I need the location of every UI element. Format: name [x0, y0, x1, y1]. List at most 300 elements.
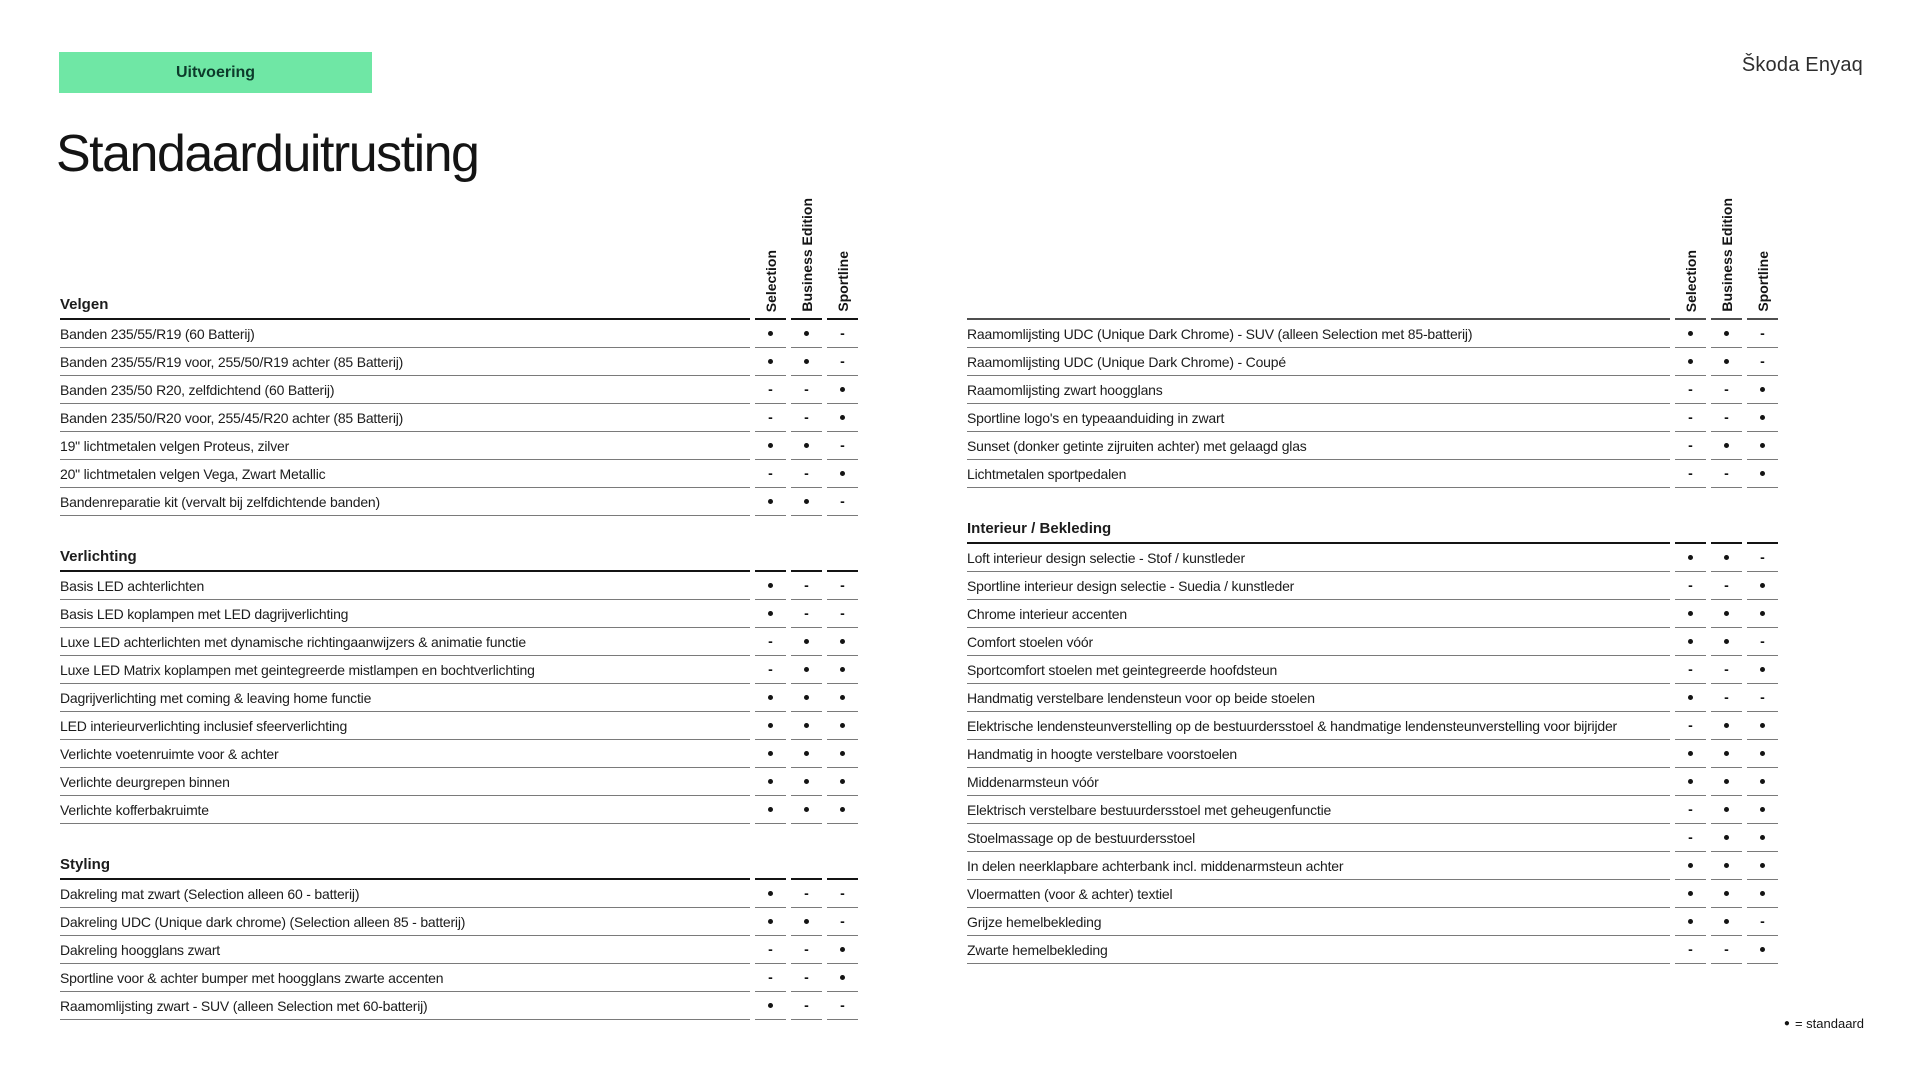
feature-label: Zwarte hemelbekleding	[967, 936, 1670, 964]
standard-dot-icon	[840, 415, 846, 421]
standard-dot-icon	[1724, 863, 1730, 869]
availability-cell	[1711, 404, 1742, 432]
availability-cell	[791, 572, 822, 600]
standard-dot-icon	[1760, 835, 1766, 841]
feature-label: LED interieurverlichting inclusief sfeerverlichting	[60, 712, 750, 740]
availability-cell	[1711, 712, 1742, 740]
not-standard-dash: -	[768, 660, 773, 677]
standard-dot-icon	[1760, 667, 1766, 673]
feature-label: Basis LED koplampen met LED dagrijverlichting	[60, 600, 750, 628]
not-standard-dash: -	[768, 408, 773, 425]
not-standard-dash: -	[1724, 464, 1729, 481]
availability-cell	[1711, 460, 1742, 488]
availability-cell	[827, 460, 858, 488]
availability-cell	[827, 600, 858, 628]
page-title: Standaarduitrusting	[56, 125, 479, 183]
availability-cell	[1747, 320, 1778, 348]
section-title: Verlichting	[60, 542, 750, 572]
availability-cell	[755, 992, 786, 1020]
availability-cell	[1711, 936, 1742, 964]
availability-cell	[791, 796, 822, 824]
availability-cell	[827, 684, 858, 712]
feature-row	[60, 460, 858, 488]
standard-dot-icon	[804, 359, 810, 365]
standard-dot-icon	[840, 695, 846, 701]
feature-label: Raamomlijsting zwart - SUV (alleen Selection met 60-batterij)	[60, 992, 750, 1020]
availability-cell	[755, 460, 786, 488]
feature-row	[967, 852, 1778, 880]
standard-dot-icon	[1760, 387, 1766, 393]
standard-dot-icon	[1724, 639, 1730, 645]
feature-row	[60, 740, 858, 768]
availability-cell	[1711, 880, 1742, 908]
standard-dot-icon	[768, 695, 774, 701]
not-standard-dash: -	[804, 604, 809, 621]
availability-cell	[755, 964, 786, 992]
availability-cell	[827, 628, 858, 656]
standard-dot-icon	[804, 695, 810, 701]
equipment-section	[967, 514, 1778, 964]
availability-cell	[791, 348, 822, 376]
availability-cell	[827, 740, 858, 768]
availability-cell	[1747, 936, 1778, 964]
availability-cell	[1747, 600, 1778, 628]
availability-cell	[1711, 852, 1742, 880]
not-standard-dash: -	[1724, 660, 1729, 677]
standard-dot-icon	[1760, 723, 1766, 729]
standard-dot-icon	[1760, 863, 1766, 869]
availability-cell	[791, 880, 822, 908]
feature-label: Grijze hemelbekleding	[967, 908, 1670, 936]
not-standard-dash: -	[840, 604, 845, 621]
standard-dot-icon	[1724, 331, 1730, 337]
feature-label: Basis LED achterlichten	[60, 572, 750, 600]
not-standard-dash: -	[1760, 548, 1765, 565]
standard-dot-icon	[804, 443, 810, 449]
feature-row	[967, 684, 1778, 712]
availability-cell	[827, 404, 858, 432]
equipment-table-right	[967, 290, 1778, 964]
availability-cell	[1747, 768, 1778, 796]
section-title: Styling	[60, 850, 750, 880]
standard-dot-icon	[1724, 779, 1730, 785]
section-header-row	[967, 290, 1778, 320]
not-standard-dash: -	[1724, 940, 1729, 957]
feature-label: Handmatig verstelbare lendensteun voor op beide stoelen	[967, 684, 1670, 712]
section-header-cell	[827, 850, 858, 880]
feature-label: In delen neerklapbare achterbank incl. middenarmsteun achter	[967, 852, 1670, 880]
equipment-section	[60, 542, 858, 824]
availability-cell	[755, 768, 786, 796]
not-standard-dash: -	[768, 464, 773, 481]
availability-cell	[1675, 936, 1706, 964]
feature-row	[60, 488, 858, 516]
availability-cell	[1711, 376, 1742, 404]
section-header-row	[60, 542, 858, 572]
feature-row	[967, 460, 1778, 488]
feature-row	[60, 768, 858, 796]
availability-cell	[827, 908, 858, 936]
section-header-cell	[1747, 290, 1778, 320]
column-header-label: Selection	[762, 249, 779, 312]
feature-label: Lichtmetalen sportpedalen	[967, 460, 1670, 488]
feature-row	[60, 320, 858, 348]
availability-cell	[1675, 656, 1706, 684]
availability-cell	[791, 432, 822, 460]
not-standard-dash: -	[1760, 632, 1765, 649]
availability-cell	[755, 572, 786, 600]
standard-dot-icon	[768, 807, 774, 813]
section-header-cell	[827, 542, 858, 572]
availability-cell	[755, 712, 786, 740]
feature-label: Dagrijverlichting met coming & leaving home functie	[60, 684, 750, 712]
not-standard-dash: -	[1688, 660, 1693, 677]
feature-row	[967, 544, 1778, 572]
availability-cell	[1675, 908, 1706, 936]
feature-row	[60, 908, 858, 936]
standard-dot-icon	[804, 331, 810, 337]
standard-dot-icon	[804, 499, 810, 505]
column-header-label: Business Edition	[1718, 198, 1735, 312]
availability-cell	[1747, 432, 1778, 460]
standard-dot-icon	[1724, 611, 1730, 617]
availability-cell	[827, 964, 858, 992]
availability-cell	[1675, 544, 1706, 572]
feature-label: Raamomlijsting UDC (Unique Dark Chrome) - Coupé	[967, 348, 1670, 376]
not-standard-dash: -	[804, 968, 809, 985]
availability-cell	[791, 936, 822, 964]
availability-cell	[755, 376, 786, 404]
availability-cell	[1711, 628, 1742, 656]
feature-row	[967, 712, 1778, 740]
standard-dot-icon	[804, 751, 810, 757]
availability-cell	[1675, 600, 1706, 628]
not-standard-dash: -	[1724, 688, 1729, 705]
feature-label: Loft interieur design selectie - Stof / kunstleder	[967, 544, 1670, 572]
availability-cell	[1675, 432, 1706, 460]
availability-cell	[755, 796, 786, 824]
availability-cell	[791, 320, 822, 348]
not-standard-dash: -	[1688, 464, 1693, 481]
availability-cell	[791, 768, 822, 796]
not-standard-dash: -	[1688, 576, 1693, 593]
availability-cell	[1711, 684, 1742, 712]
equipment-section	[967, 290, 1778, 488]
section-header-row	[60, 850, 858, 880]
availability-cell	[1675, 320, 1706, 348]
feature-label: Comfort stoelen vóór	[967, 628, 1670, 656]
standard-dot-icon	[1760, 611, 1766, 617]
standard-dot-icon	[1688, 863, 1694, 869]
availability-cell	[1711, 432, 1742, 460]
section-header-row	[60, 290, 858, 320]
feature-row	[60, 572, 858, 600]
feature-row	[967, 656, 1778, 684]
section-header-cell	[1675, 290, 1706, 320]
feature-label: Middenarmsteun vóór	[967, 768, 1670, 796]
standard-dot-icon	[1688, 555, 1694, 561]
availability-cell	[827, 656, 858, 684]
feature-row	[967, 740, 1778, 768]
availability-cell	[791, 460, 822, 488]
standard-dot-icon	[840, 639, 846, 645]
section-badge	[59, 52, 372, 93]
not-standard-dash: -	[840, 912, 845, 929]
feature-label: Sportcomfort stoelen met geintegreerde hoofdsteun	[967, 656, 1670, 684]
column-header-label: Business Edition	[798, 198, 815, 312]
standard-dot-icon	[768, 359, 774, 365]
availability-cell	[1675, 348, 1706, 376]
not-standard-dash: -	[804, 576, 809, 593]
standard-dot-icon	[1688, 359, 1694, 365]
feature-row	[60, 992, 858, 1020]
availability-cell	[755, 600, 786, 628]
section-header-cell	[1711, 514, 1742, 544]
section-header-cell	[1675, 514, 1706, 544]
availability-cell	[1675, 768, 1706, 796]
feature-row	[60, 404, 858, 432]
standard-dot-icon	[768, 331, 774, 337]
feature-row	[60, 376, 858, 404]
standard-dot-icon	[1724, 751, 1730, 757]
standard-dot-icon	[1688, 611, 1694, 617]
availability-cell	[755, 404, 786, 432]
feature-label: Raamomlijsting zwart hoogglans	[967, 376, 1670, 404]
availability-cell	[1747, 796, 1778, 824]
standard-dot-icon	[1724, 835, 1730, 841]
availability-cell	[755, 880, 786, 908]
feature-label: Verlichte voetenruimte voor & achter	[60, 740, 750, 768]
feature-row	[60, 348, 858, 376]
availability-cell	[1747, 740, 1778, 768]
standard-dot-icon	[840, 387, 846, 393]
availability-cell	[1747, 852, 1778, 880]
feature-label: Banden 235/50 R20, zelfdichtend (60 Batterij)	[60, 376, 750, 404]
legend	[1784, 1016, 1864, 1031]
standard-dot-icon	[768, 583, 774, 589]
feature-row	[967, 768, 1778, 796]
feature-row	[967, 376, 1778, 404]
availability-cell	[1711, 768, 1742, 796]
feature-row	[60, 432, 858, 460]
feature-label: Elektrische lendensteunverstelling op de bestuurdersstoel & handmatige lendensteunverstelling voor bijrijder	[967, 712, 1670, 740]
feature-row	[60, 656, 858, 684]
standard-dot-icon	[840, 807, 846, 813]
feature-label: Luxe LED Matrix koplampen met geintegreerde mistlampen en bochtverlichting	[60, 656, 750, 684]
standard-dot-icon	[768, 919, 774, 925]
feature-row	[60, 796, 858, 824]
availability-cell	[827, 880, 858, 908]
standard-dot-icon	[1760, 415, 1766, 421]
feature-label: Sportline interieur design selectie - Suedia / kunstleder	[967, 572, 1670, 600]
standard-dot-icon	[840, 751, 846, 757]
standard-dot-icon	[804, 807, 810, 813]
not-standard-dash: -	[768, 968, 773, 985]
availability-cell	[755, 684, 786, 712]
availability-cell	[755, 908, 786, 936]
feature-row	[967, 628, 1778, 656]
feature-row	[967, 404, 1778, 432]
availability-cell	[1675, 796, 1706, 824]
legend-text: = standaard	[1794, 1016, 1864, 1031]
standard-dot-icon	[768, 499, 774, 505]
feature-label: Dakreling mat zwart (Selection alleen 60 - batterij)	[60, 880, 750, 908]
standard-dot-icon	[768, 891, 774, 897]
not-standard-dash: -	[840, 436, 845, 453]
feature-label: Sportline voor & achter bumper met hoogglans zwarte accenten	[60, 964, 750, 992]
section-header-cell	[755, 850, 786, 880]
feature-row	[967, 936, 1778, 964]
availability-cell	[827, 320, 858, 348]
not-standard-dash: -	[1688, 408, 1693, 425]
not-standard-dash: -	[1760, 352, 1765, 369]
standard-dot-icon	[1760, 471, 1766, 477]
feature-row	[60, 628, 858, 656]
standard-dot-icon	[804, 779, 810, 785]
availability-cell	[1747, 880, 1778, 908]
availability-cell	[1747, 544, 1778, 572]
equipment-section	[60, 290, 858, 516]
section-header-cell	[791, 542, 822, 572]
feature-label: Luxe LED achterlichten met dynamische richtingaanwijzers & animatie functie	[60, 628, 750, 656]
section-header-cell	[755, 290, 786, 320]
standard-dot-icon	[1688, 751, 1694, 757]
feature-label: 20" lichtmetalen velgen Vega, Zwart Metallic	[60, 460, 750, 488]
feature-label: Sportline logo's en typeaanduiding in zwart	[967, 404, 1670, 432]
availability-cell	[1675, 852, 1706, 880]
feature-row	[967, 320, 1778, 348]
feature-label: Banden 235/55/R19 (60 Batterij)	[60, 320, 750, 348]
feature-label: Bandenreparatie kit (vervalt bij zelfdichtende banden)	[60, 488, 750, 516]
feature-label: Vloermatten (voor & achter) textiel	[967, 880, 1670, 908]
not-standard-dash: -	[804, 380, 809, 397]
standard-dot-icon	[1724, 443, 1730, 449]
availability-cell	[755, 348, 786, 376]
availability-cell	[1747, 572, 1778, 600]
standard-dot-icon	[1724, 555, 1730, 561]
not-standard-dash: -	[804, 940, 809, 957]
availability-cell	[755, 320, 786, 348]
availability-cell	[827, 796, 858, 824]
feature-label: Verlichte kofferbakruimte	[60, 796, 750, 824]
not-standard-dash: -	[1688, 380, 1693, 397]
equipment-table-left	[60, 290, 858, 1020]
standard-dot-icon	[1760, 751, 1766, 757]
availability-cell	[791, 908, 822, 936]
section-header-cell	[1711, 290, 1742, 320]
standard-dot-icon	[1760, 583, 1766, 589]
availability-cell	[1711, 600, 1742, 628]
standard-dot-icon	[1688, 919, 1694, 925]
availability-cell	[1675, 404, 1706, 432]
not-standard-dash: -	[1724, 380, 1729, 397]
availability-cell	[1747, 404, 1778, 432]
feature-row	[967, 796, 1778, 824]
availability-cell	[791, 964, 822, 992]
availability-cell	[1675, 712, 1706, 740]
availability-cell	[791, 992, 822, 1020]
standard-dot-icon	[1760, 807, 1766, 813]
availability-cell	[1675, 460, 1706, 488]
column-header-label: Sportline	[834, 251, 851, 312]
availability-cell	[755, 628, 786, 656]
availability-cell	[1711, 796, 1742, 824]
feature-row	[967, 824, 1778, 852]
feature-row	[60, 936, 858, 964]
availability-cell	[1675, 740, 1706, 768]
not-standard-dash: -	[1688, 800, 1693, 817]
feature-label: 19" lichtmetalen velgen Proteus, zilver	[60, 432, 750, 460]
availability-cell	[827, 768, 858, 796]
section-header-cell	[791, 290, 822, 320]
section-title: Interieur / Bekleding	[967, 514, 1670, 544]
standard-dot-icon	[840, 975, 846, 981]
availability-cell	[1747, 684, 1778, 712]
availability-cell	[1675, 376, 1706, 404]
availability-cell	[1675, 572, 1706, 600]
feature-row	[60, 964, 858, 992]
standard-dot-icon	[804, 667, 810, 673]
availability-cell	[1711, 320, 1742, 348]
feature-row	[967, 908, 1778, 936]
legend-dot-icon: ●	[1783, 1017, 1790, 1029]
standard-dot-icon	[1760, 443, 1766, 449]
feature-row	[967, 348, 1778, 376]
availability-cell	[1747, 348, 1778, 376]
standard-dot-icon	[1724, 919, 1730, 925]
not-standard-dash: -	[840, 492, 845, 509]
standard-dot-icon	[1724, 891, 1730, 897]
availability-cell	[755, 936, 786, 964]
section-badge-label: Uitvoering	[175, 63, 256, 81]
standard-dot-icon	[1688, 331, 1694, 337]
section-header-cell	[791, 850, 822, 880]
availability-cell	[827, 432, 858, 460]
not-standard-dash: -	[840, 576, 845, 593]
not-standard-dash: -	[1688, 716, 1693, 733]
availability-cell	[827, 488, 858, 516]
standard-dot-icon	[804, 919, 810, 925]
availability-cell	[791, 656, 822, 684]
availability-cell	[1711, 656, 1742, 684]
standard-dot-icon	[840, 723, 846, 729]
not-standard-dash: -	[840, 996, 845, 1013]
availability-cell	[791, 600, 822, 628]
availability-cell	[827, 936, 858, 964]
availability-cell	[1675, 628, 1706, 656]
availability-cell	[827, 992, 858, 1020]
availability-cell	[1711, 824, 1742, 852]
availability-cell	[791, 684, 822, 712]
standard-dot-icon	[1688, 779, 1694, 785]
feature-label: Verlichte deurgrepen binnen	[60, 768, 750, 796]
not-standard-dash: -	[768, 940, 773, 957]
feature-label: Handmatig in hoogte verstelbare voorstoelen	[967, 740, 1670, 768]
availability-cell	[1747, 628, 1778, 656]
availability-cell	[1747, 824, 1778, 852]
standard-dot-icon	[1760, 891, 1766, 897]
availability-cell	[791, 712, 822, 740]
brand-name: Škoda Enyaq	[1741, 54, 1863, 76]
availability-cell	[1711, 544, 1742, 572]
availability-cell	[1747, 712, 1778, 740]
availability-cell	[755, 488, 786, 516]
availability-cell	[791, 628, 822, 656]
availability-cell	[1675, 824, 1706, 852]
standard-dot-icon	[1724, 359, 1730, 365]
not-standard-dash: -	[804, 884, 809, 901]
feature-label: Sunset (donker getinte zijruiten achter) met gelaagd glas	[967, 432, 1670, 460]
